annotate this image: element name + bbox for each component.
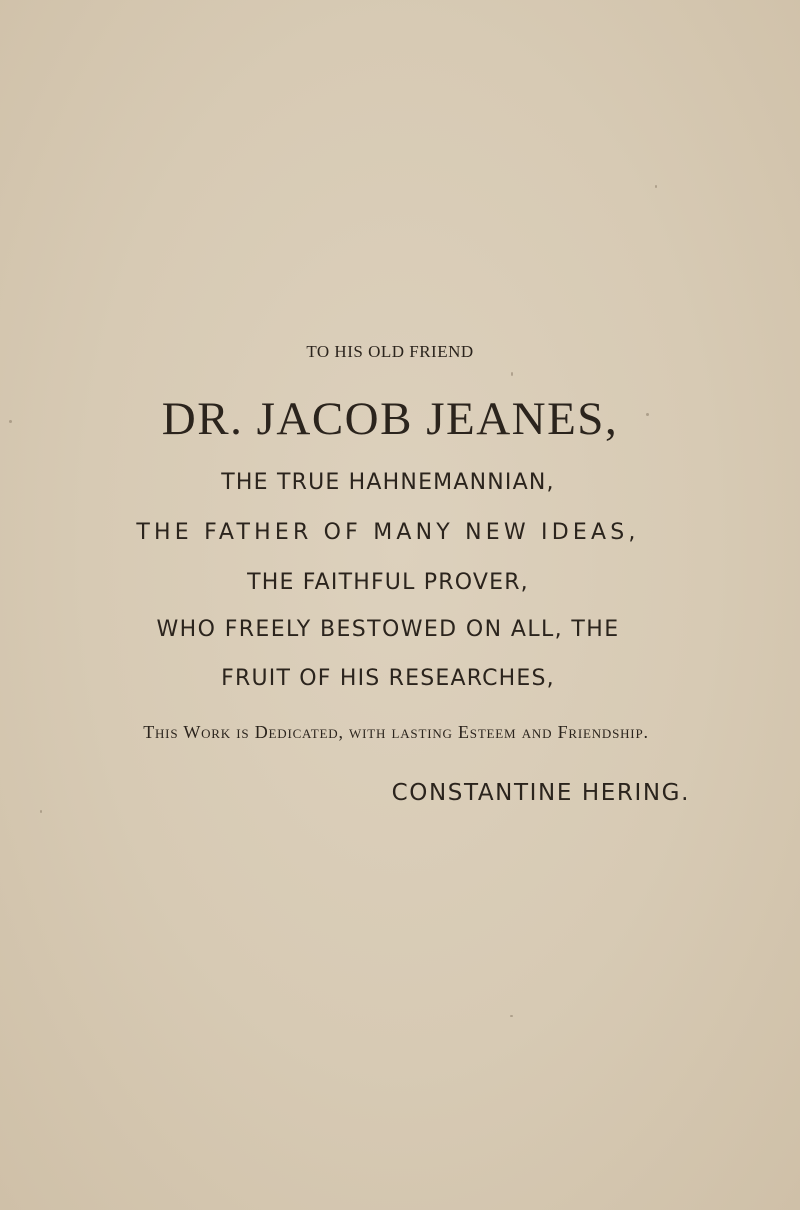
- tribute-line-5: FRUIT OF HIS RESEARCHES,: [221, 666, 555, 691]
- paper-speck: [510, 1015, 513, 1017]
- paper-speck: [646, 413, 649, 416]
- dedication-statement: This Work is Dedicated, with lasting Esteem and Friendship.: [143, 722, 649, 742]
- author-signature: CONSTANTINE HERING.: [391, 780, 690, 806]
- intro-text: TO HIS OLD FRIEND: [306, 342, 474, 361]
- dedicatee-name: DR. JACOB JEANES,: [161, 393, 619, 445]
- tribute-line-1: THE TRUE HAHNEMANNIAN,: [221, 470, 555, 495]
- tribute-line-4: WHO FREELY BESTOWED ON ALL, THE: [156, 617, 620, 642]
- paper-speck: [511, 372, 513, 376]
- paper-speck: [40, 810, 42, 813]
- tribute-line-3: THE FAITHFUL PROVER,: [247, 570, 529, 595]
- paper-speck: [9, 420, 12, 423]
- paper-speck: [655, 185, 657, 188]
- tribute-line-2: THE FATHER OF MANY NEW IDEAS,: [136, 520, 640, 545]
